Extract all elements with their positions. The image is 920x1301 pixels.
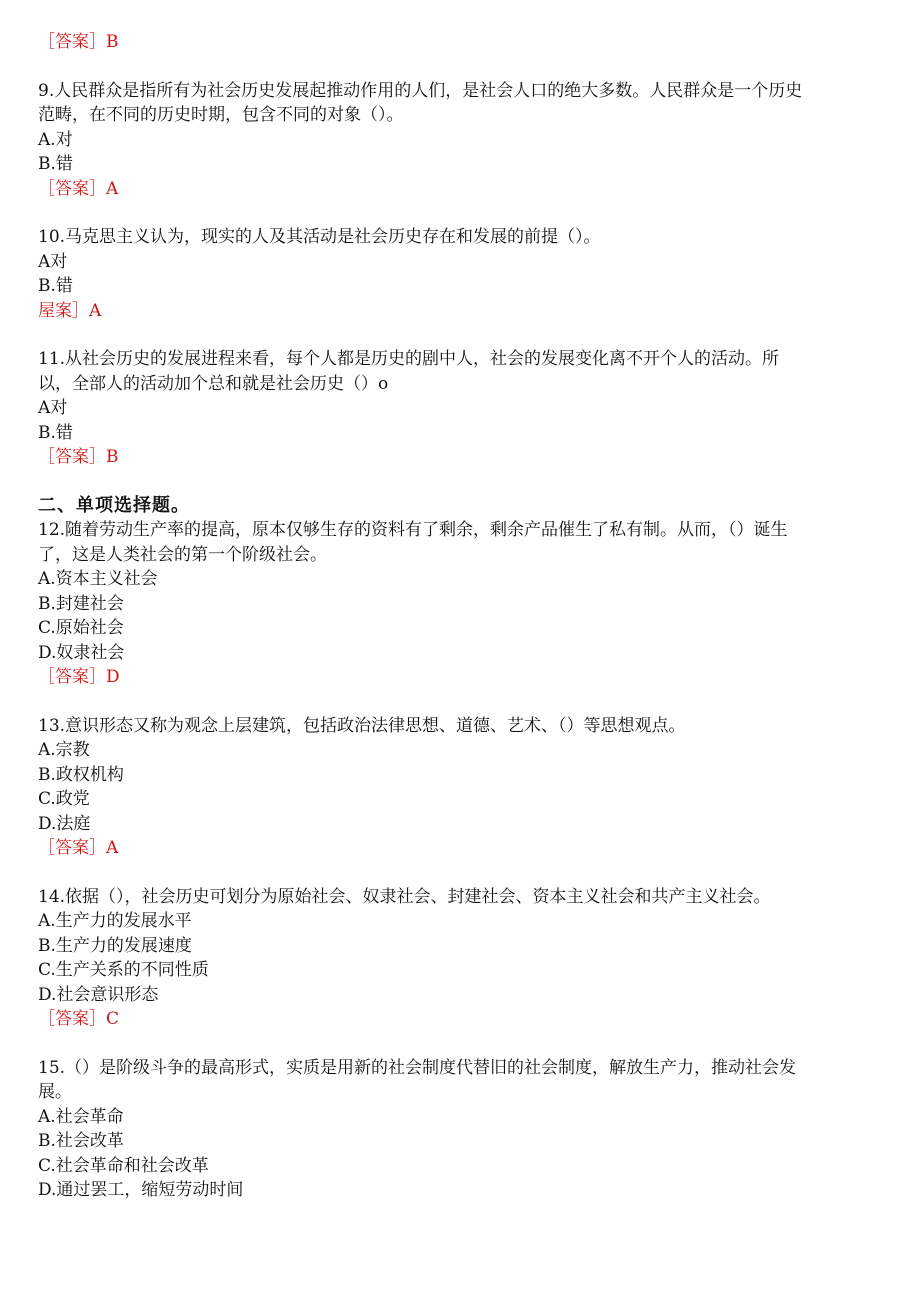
question-13-option-a: A.宗教 — [38, 740, 90, 760]
spacer — [38, 470, 888, 494]
document-page — [38, 30, 888, 1203]
question-12-text-1: 12.随着劳动生产率的提高，原本仅够生存的资料有了剩余，剩余产品催生了私有制。从而，（）诞生 — [38, 520, 788, 540]
question-11-text-1: 11.从社会历史的发展进程来看，每个人都是历史的剧中人，社会的发展变化离不开个人的活动。所 — [38, 349, 780, 369]
question-15-text-1: 15.（）是阶级斗争的最高形式，实质是用新的社会制度代替旧的社会制度，解放生产力，推动社会发 — [38, 1057, 797, 1078]
question-10-text-1: 10.马克思主义认为，现实的人及其活动是社会历史存在和发展的前提（）。 — [38, 227, 601, 247]
question-11-option-b: B.错 — [38, 422, 73, 443]
question-9-option-a: A.对 — [38, 129, 73, 150]
question-11-answer: ［答案］B — [38, 447, 119, 467]
question-15-option-b: B.社会改革 — [38, 1131, 124, 1151]
question-15-option-c: C.社会革命和社会改革 — [38, 1155, 209, 1176]
question-9-text-1: 9.人民群众是指所有为社会历史发展起推动作用的人们，是社会人口的绝大多数。人民群众是一个历史 — [38, 80, 803, 101]
question-9-answer: ［答案］A — [38, 178, 119, 199]
question-12-text-2: 了，这是人类社会的第一个阶级社会。 — [38, 544, 327, 565]
question-12-option-b: B.封建社会 — [38, 593, 124, 614]
question-9-option-b: B.错 — [38, 154, 73, 174]
question-12-option-c: C.原始社会 — [38, 618, 124, 638]
spacer — [38, 690, 888, 714]
question-14 — [38, 885, 888, 1032]
question-14-option-b: B.生产力的发展速度 — [38, 935, 192, 956]
spacer — [38, 201, 888, 225]
spacer — [38, 861, 888, 885]
question-15-option-a: A.社会革命 — [38, 1106, 124, 1127]
question-10 — [38, 225, 888, 323]
question-14-option-a: A.生产力的发展水平 — [38, 911, 192, 931]
question-12-option-a: A.资本主义社会 — [38, 569, 158, 589]
section-title-single-choice: 二、单项选择题。 — [38, 494, 190, 516]
question-12-answer: ［答案］D — [38, 667, 120, 687]
question-14-answer: ［答案］C — [38, 1009, 120, 1029]
answer-previous: ［答案］B — [38, 32, 119, 52]
question-13-answer: ［答案］A — [38, 838, 119, 858]
question-9 — [38, 79, 888, 202]
question-12 — [38, 518, 888, 690]
spacer — [38, 323, 888, 347]
question-10-option-a: A对 — [38, 251, 68, 272]
question-14-option-d: D.社会意识形态 — [38, 984, 159, 1005]
question-13-option-b: B.政权机构 — [38, 764, 124, 785]
question-9-text-2: 范畴，在不同的历史时期，包含不同的对象（）。 — [38, 105, 404, 125]
question-13-option-d: D.法庭 — [38, 813, 91, 834]
question-13 — [38, 714, 888, 861]
spacer — [38, 55, 888, 79]
question-11-option-a: A对 — [38, 398, 68, 418]
question-14-text-1: 14.依据（），社会历史可划分为原始社会、奴隶社会、封建社会、资本主义社会和共产主义社会。 — [38, 886, 771, 907]
question-14-option-c: C.生产关系的不同性质 — [38, 960, 209, 980]
question-12-option-d: D.奴隶社会 — [38, 642, 125, 663]
question-10-answer: 屋案］A — [38, 300, 102, 321]
question-15 — [38, 1056, 888, 1203]
question-15-text-2: 展。 — [38, 1082, 72, 1102]
question-11-text-2: 以，全部人的活动加个总和就是社会历史（）o — [38, 373, 389, 394]
question-15-option-d: D.通过罢工，缩短劳动时间 — [38, 1180, 244, 1200]
question-10-option-b: B.错 — [38, 276, 73, 296]
question-13-option-c: C.政党 — [38, 789, 90, 809]
question-11 — [38, 347, 888, 470]
question-13-text-1: 13.意识形态又称为观念上层建筑，包括政治法律思想、道德、艺术、（）等思想观点。 — [38, 715, 686, 736]
spacer — [38, 1032, 888, 1056]
